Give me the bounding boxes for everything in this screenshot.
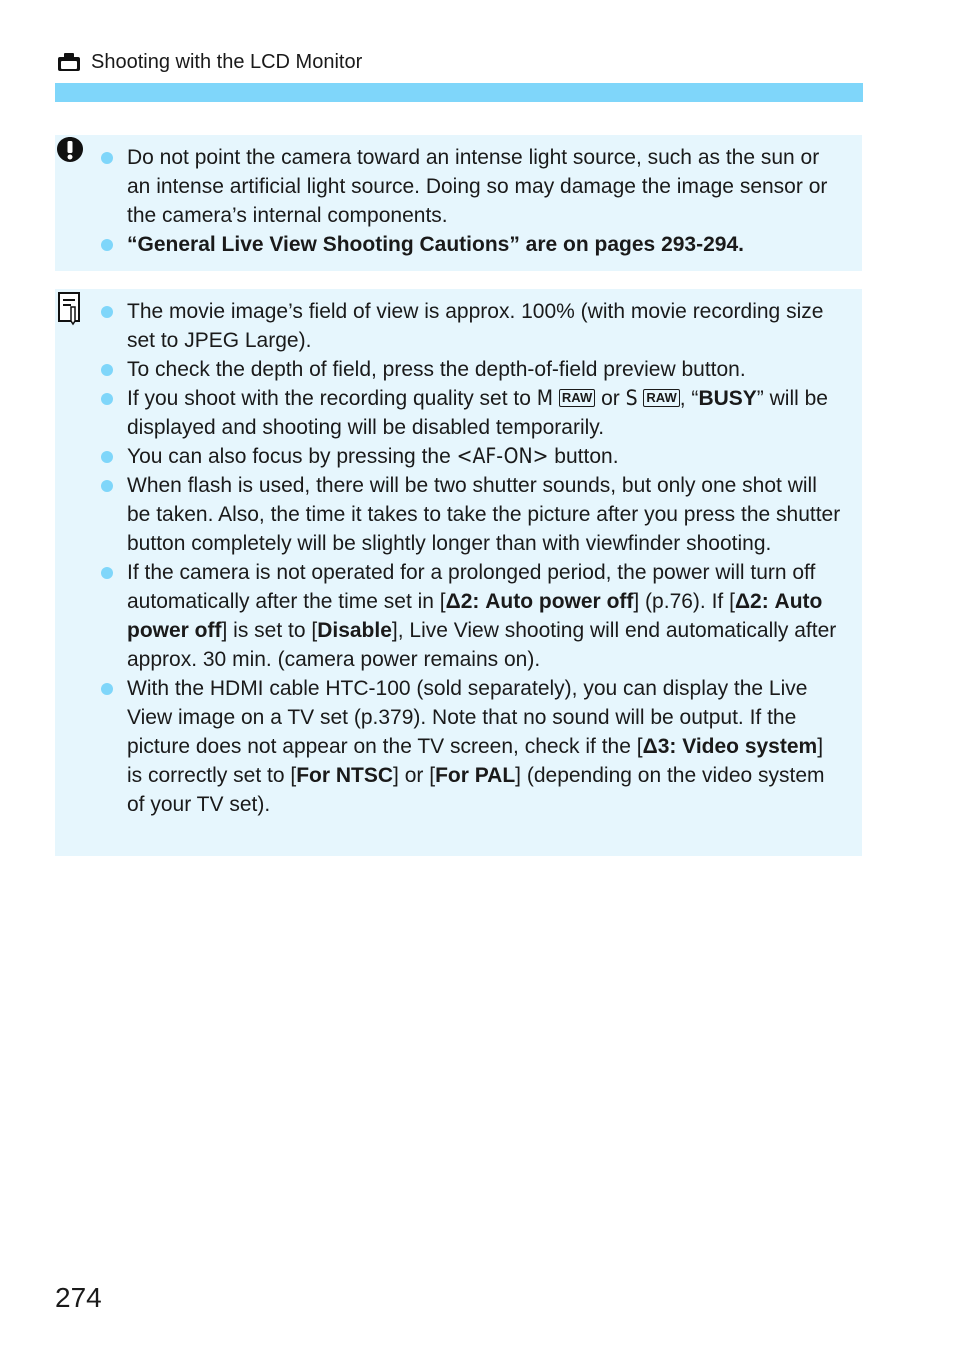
caution-item xyxy=(55,230,862,259)
note-text: ] or [ xyxy=(393,764,436,787)
note-text: , “ xyxy=(679,387,699,410)
note-item: To check the depth of field, press the depth-of-field preview button. xyxy=(55,355,862,384)
note-text: ], Live View shooting will end automatically after approx. 30 min. (camera power remains on). xyxy=(127,619,837,671)
note-text: If you shoot with the recording quality set to xyxy=(127,387,537,410)
note-text: ” will be displayed and shooting will be disabled temporarily. xyxy=(127,387,828,439)
note-item xyxy=(55,558,862,674)
menu-ref: Δ2: Auto power off xyxy=(445,590,634,613)
note-text: You can also focus by pressing the xyxy=(127,445,457,468)
caution-item: Do not point the camera toward an intense light source, such as the sun or an intense artificial light source. Doing so may damage the image sensor or the camera’s internal components. xyxy=(55,143,862,230)
note-item: When flash is used, there will be two shutter sounds, but only one shot will be taken. Also, the time it takes to take the picture after you press the shutter button completely will be slightly longer than with viewfinder shooting. xyxy=(55,471,862,558)
camera-icon xyxy=(57,52,81,72)
busy-label: BUSY xyxy=(698,387,757,410)
raw-icon: RAW xyxy=(643,389,679,407)
menu-value: Disable xyxy=(317,619,392,642)
note-text: ] is correctly set to [ xyxy=(127,735,824,787)
quality-s-icon: S xyxy=(625,386,638,410)
section-title: Shooting with the LCD Monitor xyxy=(91,51,363,73)
caution-box xyxy=(55,135,862,271)
menu-ref: Δ2: Auto power off xyxy=(127,590,823,642)
note-item: The movie image’s field of view is approx. 100% (with movie recording size set to JPEG Large). xyxy=(55,297,862,355)
note-text: or xyxy=(595,387,626,410)
menu-value: For NTSC xyxy=(296,764,394,787)
caution-list xyxy=(55,135,862,259)
notes-box xyxy=(55,289,862,856)
caution-item-bold: “General Live View Shooting Cautions” are on pages 293-294. xyxy=(127,233,744,256)
note-text: ] (p.76). If [ xyxy=(633,590,735,613)
note-text: button. xyxy=(548,445,619,468)
note-text: ] (depending on the video system of your TV set). xyxy=(127,764,825,816)
note-text: ] is set to [ xyxy=(221,619,318,642)
header-bar xyxy=(55,83,863,102)
note-item xyxy=(55,384,862,442)
menu-ref: Δ3: Video system xyxy=(642,735,818,758)
note-item xyxy=(55,442,862,471)
note-item xyxy=(55,674,862,819)
notes-list xyxy=(55,289,862,819)
page-header xyxy=(57,48,362,76)
raw-icon: RAW xyxy=(559,389,595,407)
quality-m-icon: M xyxy=(536,386,554,410)
page-number: 274 xyxy=(55,1282,102,1313)
note-text: If the camera is not operated for a prolonged period, the power will turn off automatically after the time set in [ xyxy=(127,561,816,613)
menu-value: For PAL xyxy=(435,764,516,787)
note-text: With the HDMI cable HTC-100 (sold separately), you can display the Live View image on a TV set (p.379). Note that no sound will be output. If the picture does not appear on the TV screen, check if the [ xyxy=(127,677,808,758)
af-on-button-icon: <AF-ON> xyxy=(456,444,549,468)
